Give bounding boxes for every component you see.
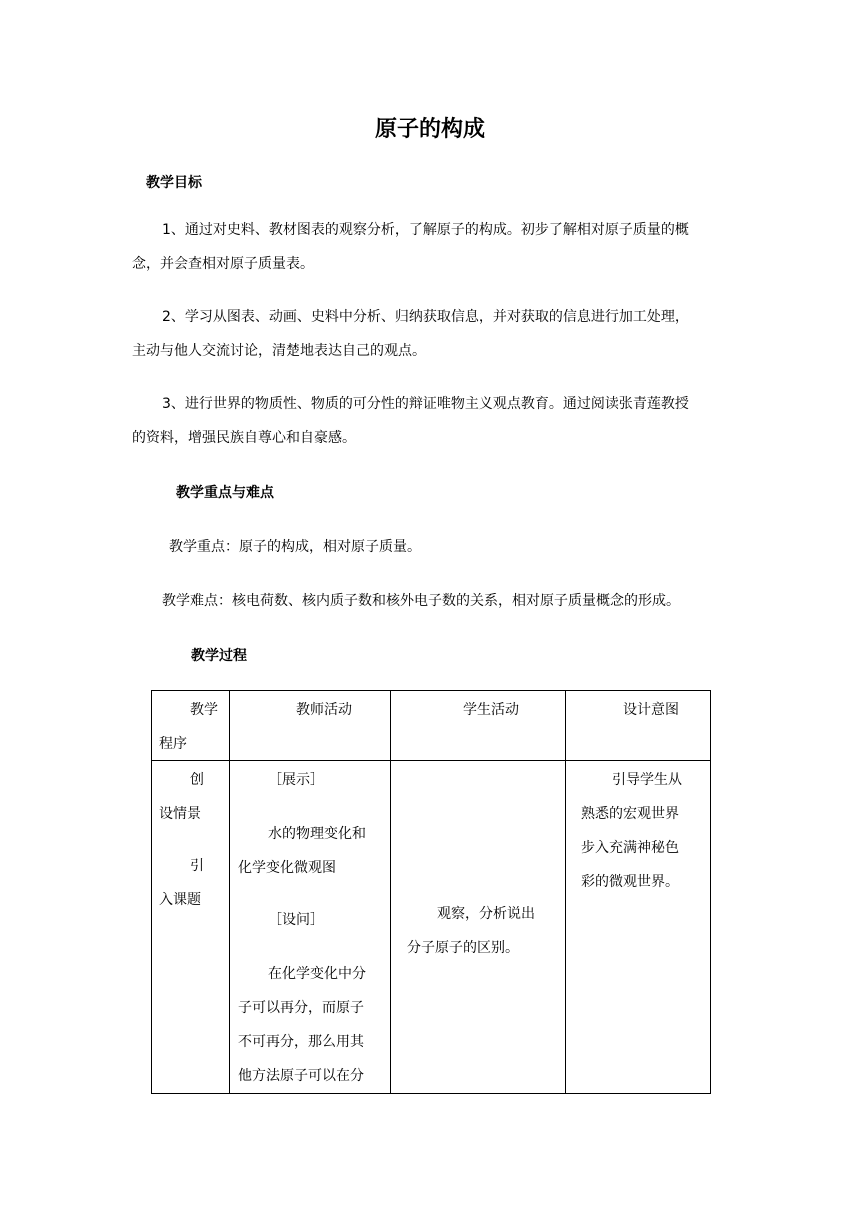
header-student: 学生活动 xyxy=(463,702,519,718)
row1-program-cell xyxy=(152,761,230,1094)
row1-teacher-cell xyxy=(230,761,391,1094)
header-cell-teacher xyxy=(230,691,391,761)
process-heading: 教学过程 xyxy=(191,648,247,664)
row1-intent-line: 引导学生从 xyxy=(612,772,682,788)
row1-teacher-line: 他方法原子可以在分 xyxy=(238,1068,364,1084)
header-intent: 设计意图 xyxy=(623,702,679,718)
key-points-heading: 教学重点与难点 xyxy=(176,485,274,501)
row1-student-cell xyxy=(391,761,566,1094)
row1-teacher-line: 不可再分，那么用其 xyxy=(238,1034,364,1050)
row1-program-line: 引 xyxy=(190,858,204,874)
header-cell-program xyxy=(152,691,230,761)
row1-teacher-line: 水的物理变化和 xyxy=(268,826,366,842)
row1-intent-line: 彩的微观世界。 xyxy=(581,874,679,890)
row1-teacher-line: 子可以再分，而原子 xyxy=(238,1000,364,1016)
document-title: 原子的构成 xyxy=(374,117,485,142)
header-cell-student xyxy=(391,691,566,761)
key-point-text: 教学重点：原子的构成，相对原子质量。 xyxy=(169,539,421,555)
row1-program-line: 入课题 xyxy=(159,892,201,908)
goal-1-line-1: 1、通过对史料、教材图表的观察分析，了解原子的构成。初步了解相对原子质量的概 xyxy=(162,222,689,238)
goal-2-line-1: 2、学习从图表、动画、史料中分析、归纳获取信息，并对获取的信息进行加工处理， xyxy=(162,309,689,325)
process-table xyxy=(151,690,711,1094)
row1-intent-cell xyxy=(566,761,711,1094)
row1-intent-line: 熟悉的宏观世界 xyxy=(581,806,679,822)
goal-3-line-2: 的资料，增强民族自尊心和自豪感。 xyxy=(132,430,356,446)
difficult-point-text: 教学难点：核电荷数、核内质子数和核外电子数的关系，相对原子质量概念的形成。 xyxy=(162,593,680,609)
row1-teacher-line: ［展示］ xyxy=(268,772,324,788)
header-program-line-2: 程序 xyxy=(159,736,187,752)
row1-teacher-line: 化学变化微观图 xyxy=(238,860,336,876)
goal-3-line-1: 3、进行世界的物质性、物质的可分性的辩证唯物主义观点教育。通过阅读张青莲教授 xyxy=(162,396,689,412)
row1-student-line: 观察，分析说出 xyxy=(437,906,535,922)
row1-intent-line: 步入充满神秘色 xyxy=(581,840,679,856)
row1-program-line: 设情景 xyxy=(159,806,201,822)
header-teacher: 教师活动 xyxy=(296,702,352,718)
row1-program-line: 创 xyxy=(190,772,204,788)
goal-2-line-2: 主动与他人交流讨论，清楚地表达自己的观点。 xyxy=(132,343,426,359)
row1-student-line: 分子原子的区别。 xyxy=(407,940,519,956)
row1-teacher-line: 在化学变化中分 xyxy=(268,966,366,982)
table-row xyxy=(152,761,711,1094)
row1-teacher-line: ［设问］ xyxy=(268,912,324,928)
goal-1-line-2: 念，并会查相对原子质量表。 xyxy=(132,256,314,272)
header-cell-intent xyxy=(566,691,711,761)
header-program-line-1: 教学 xyxy=(190,702,218,718)
table-header-row xyxy=(152,691,711,761)
goals-heading: 教学目标 xyxy=(146,175,202,191)
